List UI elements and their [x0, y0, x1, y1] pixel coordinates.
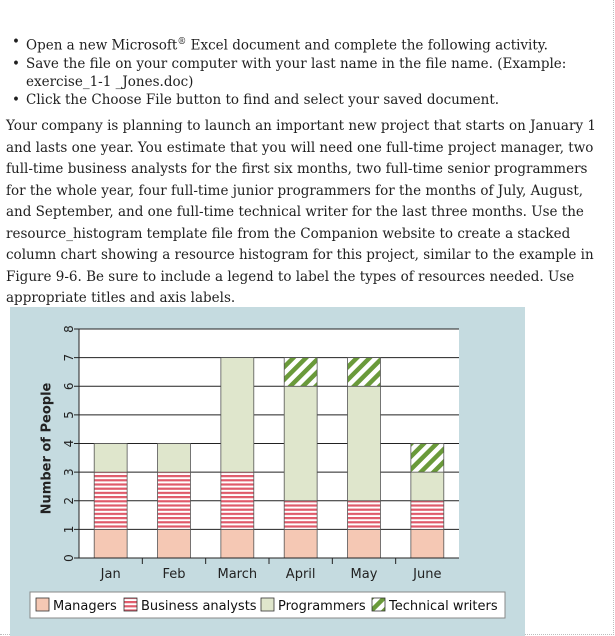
bar-segment	[284, 358, 317, 387]
bar-segment	[411, 501, 444, 530]
legend-swatch	[36, 598, 49, 611]
instruction-text: Save the file on your computer with your last name in the file name. (Example: exercise_1-1 _Jones.doc)	[26, 55, 567, 90]
bar-segment	[348, 386, 381, 501]
legend-label: Business analysts	[141, 599, 257, 614]
bar-segment	[221, 529, 254, 558]
y-tick-label: 3	[62, 468, 76, 476]
bar-segment	[94, 472, 127, 529]
legend-label: Managers	[53, 599, 117, 614]
legend-swatch	[372, 598, 385, 611]
instruction-item	[10, 55, 608, 91]
bar-segment	[348, 501, 381, 530]
bar-segment	[411, 529, 444, 558]
bar-segment	[158, 444, 191, 473]
x-tick-label: May	[350, 567, 378, 582]
x-tick-label: Jan	[100, 567, 121, 582]
x-tick-label: March	[217, 567, 258, 582]
x-tick-label: June	[413, 567, 442, 582]
y-tick-label: 1	[62, 525, 76, 534]
instruction-item	[10, 33, 608, 55]
instruction-text: Click the Choose File button to find and select your saved document.	[26, 91, 500, 108]
y-tick-label: 7	[62, 353, 76, 362]
bar-segment	[94, 444, 127, 473]
bar-segment	[94, 529, 127, 558]
bar-segment	[158, 472, 191, 529]
bar-segment	[411, 472, 444, 501]
bar-segment	[284, 501, 317, 530]
y-axis-title: Number of People	[39, 382, 55, 515]
instruction-list	[10, 33, 608, 109]
registered-mark: ®	[177, 37, 187, 47]
bar-segment	[348, 529, 381, 558]
resource-histogram-chart	[10, 307, 525, 636]
bar-segment	[284, 386, 317, 501]
bar-segment	[221, 472, 254, 529]
bar-segment	[284, 529, 317, 558]
y-tick-label: 6	[62, 382, 76, 391]
x-tick-label: April	[285, 567, 316, 582]
bar-segment	[221, 358, 254, 473]
chart-panel	[10, 307, 525, 636]
y-tick-label: 0	[62, 554, 76, 562]
legend-label: Technical writers	[389, 599, 498, 614]
bar-segment	[411, 444, 444, 473]
y-tick-label: 4	[62, 439, 76, 448]
bar-segment	[348, 358, 381, 387]
instruction-item	[10, 91, 608, 109]
instruction-text: Excel document and complete the following activity.	[186, 37, 548, 54]
legend-swatch	[261, 598, 274, 611]
bar-segment	[158, 529, 191, 558]
y-tick-label: 2	[62, 496, 76, 505]
y-tick-label: 8	[62, 325, 76, 333]
legend-label: Programmers	[278, 599, 366, 614]
activity-description: Your company is planning to launch an important new project that starts on January 1 and lasts one year. You estimate that you will need one full-time project manager, two full-time business analysts for the first six months, two full-time senior programmers for the whole year, four full-time junior programmers for the months of July, August, and September, and one full-time technical writer for the last three months. Use the resource_histogram template file from the Companion website to create a stacked column chart showing a resource histogram for this project, similar to the example in Figure 9-6. Be sure to include a legend to label the types of resources needed. Use appropriate titles and axis labels.	[6, 118, 596, 306]
legend-swatch	[124, 598, 137, 611]
x-tick-label: Feb	[162, 567, 186, 582]
y-tick-label: 5	[62, 411, 76, 419]
instruction-text: Open a new Microsoft	[26, 37, 178, 54]
